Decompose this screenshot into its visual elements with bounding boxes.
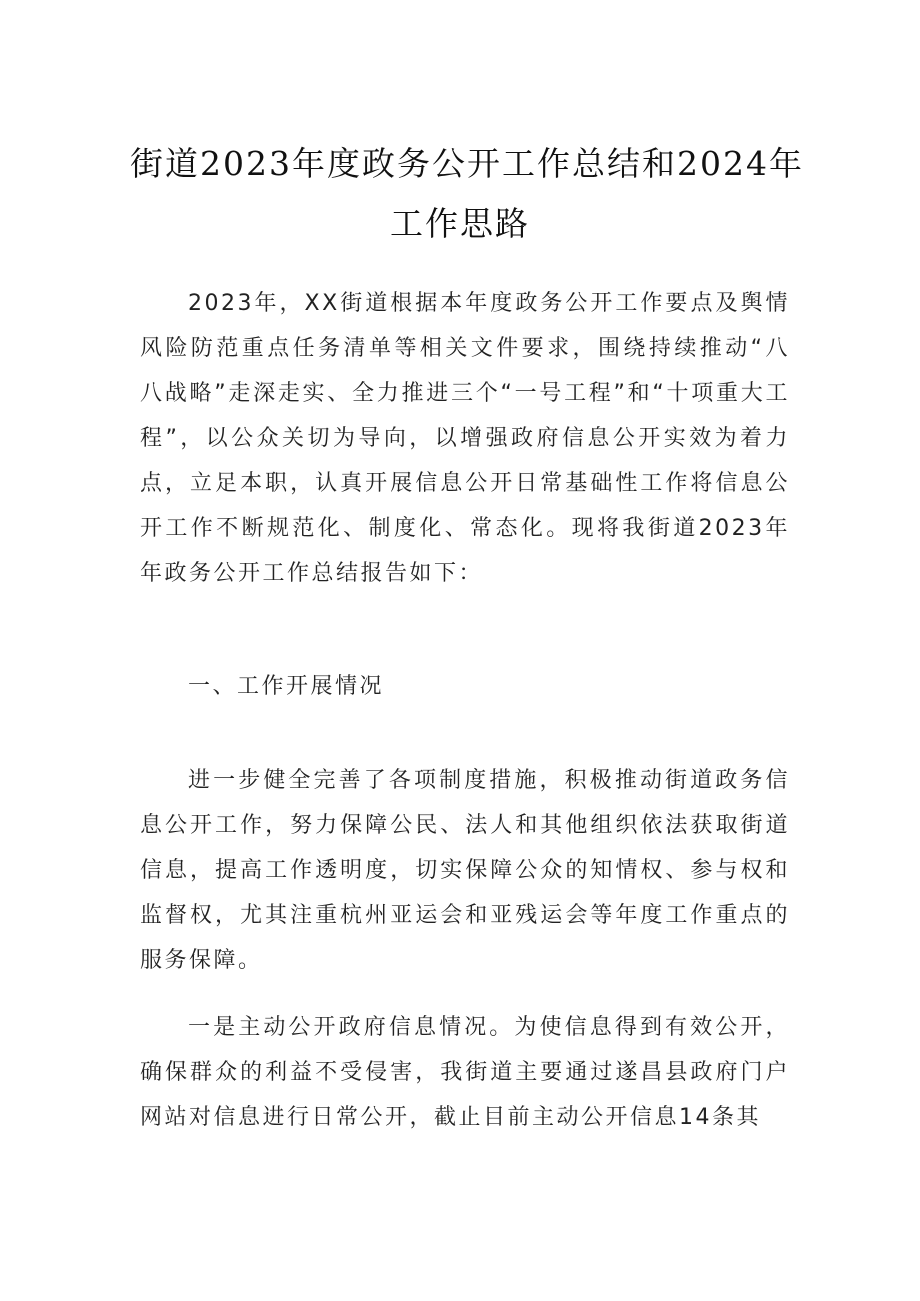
body-paragraph: 一是主动公开政府信息情况。为使信息得到有效公开，确保群众的利益不受侵害，我街道主要通过遂昌县政府门户网站对信息进行日常公开，截止目前主动公开信息14条其	[140, 1015, 790, 1130]
intro-paragraph: 2023年，XX街道根据本年度政务公开工作要点及舆情风险防范重点任务清单等相关文件要求，围绕持续推动“八八战略”走深走实、全力推进三个“一号工程”和“十项重大工程”，以公众关切为导向，以增强政府信息公开实效为着力点，立足本职，认真开展信息公开日常基础性工作将信息公开工作不断规范化、制度化、常态化。现将我街道2023年年政务公开工作总结报告如下：	[140, 291, 790, 586]
document-title-line-1: 街道2023年度政务公开工作总结和2024年	[130, 144, 804, 183]
section-heading: 一、工作开展情况	[188, 674, 385, 699]
document-title-line-2: 工作思路	[390, 204, 530, 243]
body-paragraph: 进一步健全完善了各项制度措施，积极推动街道政务信息公开工作，努力保障公民、法人和其他组织依法获取街道信息，提高工作透明度，切实保障公众的知情权、参与权和监督权，尤其注重杭州亚运会和亚残运会等年度工作重点的服务保障。	[140, 768, 790, 973]
